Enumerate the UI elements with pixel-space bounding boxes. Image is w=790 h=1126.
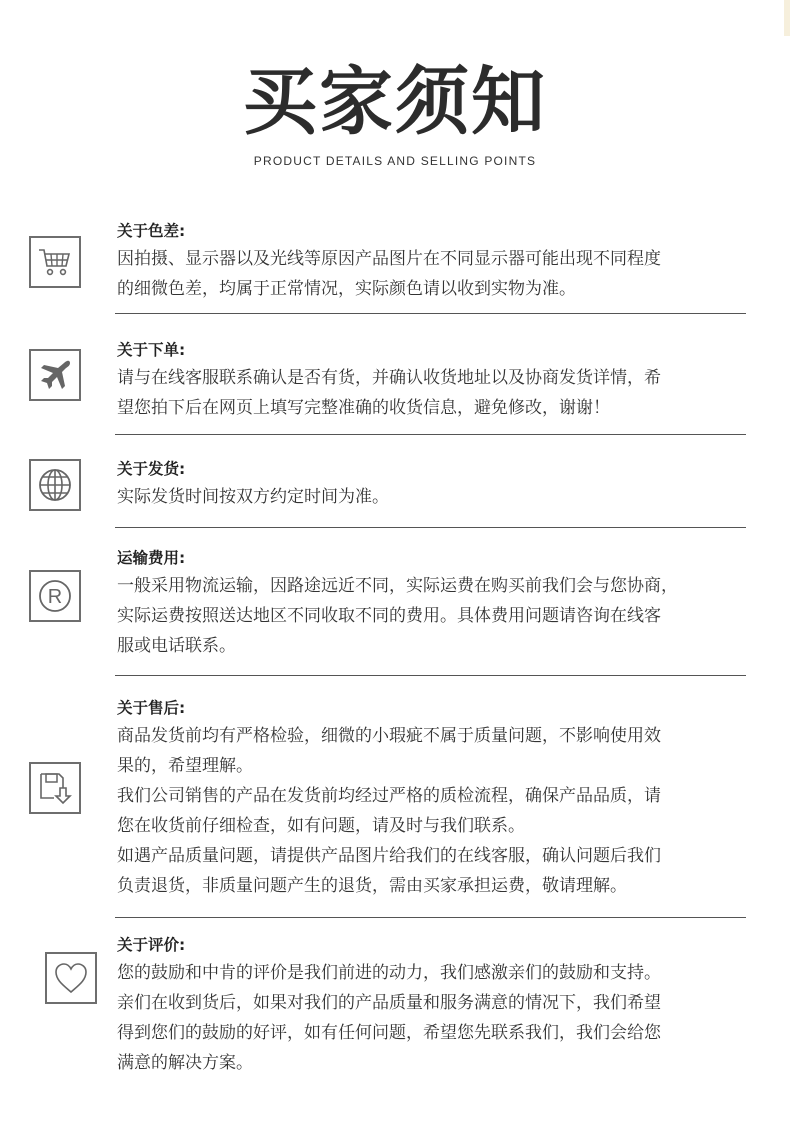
corner-decoration <box>784 0 790 36</box>
paragraph-line: 一般采用物流运输，因路途远近不同，实际运费在购买前我们会与您协商， <box>117 576 678 596</box>
page-title: 买家须知 <box>243 59 547 145</box>
paragraph-line: 得到您们的鼓励的好评，如有任何问题，希望您先联系我们，我们会给您 <box>117 1023 661 1043</box>
globe-icon <box>29 459 81 511</box>
page-subtitle: PRODUCT DETAILS AND SELLING POINTS <box>253 154 537 168</box>
section-divider <box>115 434 746 435</box>
section-title: 运输费用: <box>117 549 186 567</box>
section-divider <box>115 675 746 676</box>
save-download-icon <box>29 762 81 814</box>
section-title: 关于下单: <box>117 341 186 359</box>
paragraph-line: 我们公司销售的产品在发货前均经过严格的质检流程，确保产品品质，请 <box>117 786 661 806</box>
paragraph-line: 请与在线客服联系确认是否有货，并确认收货地址以及协商发货详情，希 <box>117 368 661 388</box>
section-divider <box>115 313 746 314</box>
section-title: 关于售后: <box>117 699 186 717</box>
airplane-icon <box>29 349 81 401</box>
paragraph-line: 的细微色差，均属于正常情况，实际颜色请以收到实物为准。 <box>117 279 576 299</box>
paragraph-line: 实际发货时间按双方约定时间为准。 <box>117 487 389 507</box>
section-divider <box>115 527 746 528</box>
paragraph-line: 您在收货前仔细检查，如有问题，请及时与我们联系。 <box>117 816 525 836</box>
section-title: 关于色差: <box>117 222 186 240</box>
paragraph-line: 服或电话联系。 <box>117 636 236 656</box>
paragraph-line: 满意的解决方案。 <box>117 1053 253 1073</box>
section-title: 关于发货: <box>117 460 186 478</box>
paragraph-line: 望您拍下后在网页上填写完整准确的收货信息，避免修改，谢谢！ <box>117 398 610 418</box>
section-divider <box>115 917 746 918</box>
paragraph-line: 因拍摄、显示器以及光线等原因产品图片在不同显示器可能出现不同程度 <box>117 249 661 269</box>
shopping-cart-icon <box>29 236 81 288</box>
paragraph-line: 您的鼓励和中肯的评价是我们前进的动力，我们感激亲们的鼓励和支持。 <box>117 963 661 983</box>
svg-text:R: R <box>47 586 63 608</box>
paragraph-line: 果的，希望理解。 <box>117 756 253 776</box>
paragraph-line: 如遇产品质量问题，请提供产品图片给我们的在线客服，确认问题后我们 <box>117 846 661 866</box>
paragraph-line: 商品发货前均有严格检验，细微的小瑕疵不属于质量问题，不影响使用效 <box>117 726 661 746</box>
section-title: 关于评价: <box>117 936 186 954</box>
registered-icon <box>29 570 81 622</box>
page-header <box>0 56 790 168</box>
paragraph-line: 负责退货，非质量问题产生的退货，需由买家承担运费，敬请理解。 <box>117 876 627 896</box>
paragraph-line: 实际运费按照送达地区不同收取不同的费用。具体费用问题请咨询在线客 <box>117 606 661 626</box>
heart-icon <box>45 952 97 1004</box>
paragraph-line: 亲们在收到货后，如果对我们的产品质量和服务满意的情况下，我们希望 <box>117 993 661 1013</box>
